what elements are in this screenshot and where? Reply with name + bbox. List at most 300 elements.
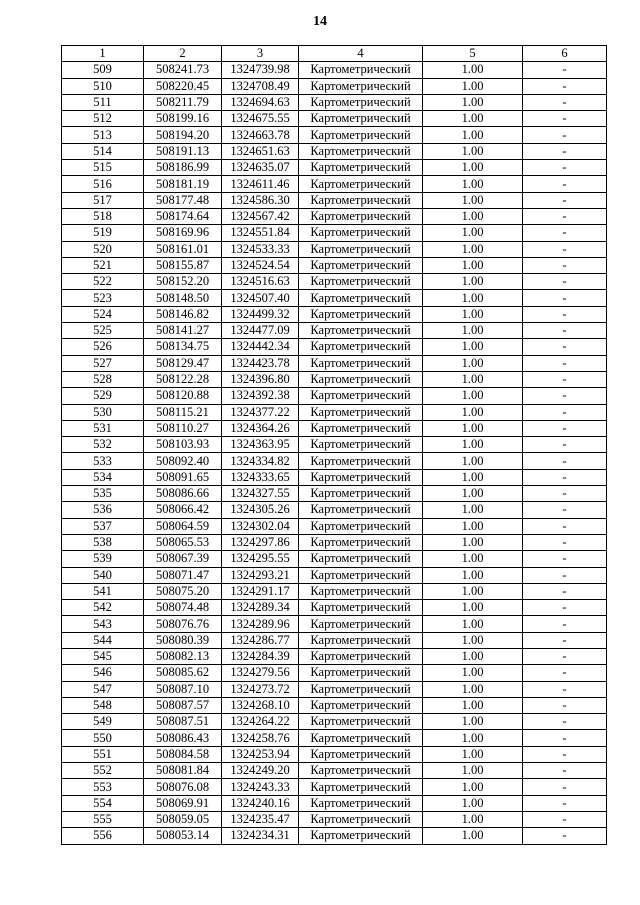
x-coordinate-cell: 508129.47	[144, 355, 222, 371]
x-coordinate-cell: 508134.75	[144, 339, 222, 355]
table-row	[62, 176, 607, 192]
accuracy-cell: 1.00	[423, 714, 523, 730]
coordinates-table	[61, 45, 607, 845]
y-coordinate-cell: 1324635.07	[222, 160, 299, 176]
y-coordinate-cell: 1324334.82	[222, 453, 299, 469]
x-coordinate-cell: 508152.20	[144, 274, 222, 290]
y-coordinate-cell: 1324694.63	[222, 94, 299, 110]
point-number-cell: 554	[62, 795, 144, 811]
y-coordinate-cell: 1324264.22	[222, 714, 299, 730]
method-cell: Картометрический	[299, 388, 423, 404]
y-coordinate-cell: 1324533.33	[222, 241, 299, 257]
x-coordinate-cell: 508076.08	[144, 779, 222, 795]
y-coordinate-cell: 1324293.21	[222, 567, 299, 583]
x-coordinate-cell: 508110.27	[144, 420, 222, 436]
table-row	[62, 306, 607, 322]
method-cell: Картометрический	[299, 583, 423, 599]
point-number-cell: 535	[62, 486, 144, 502]
y-coordinate-cell: 1324567.42	[222, 208, 299, 224]
accuracy-cell: 1.00	[423, 274, 523, 290]
table-row	[62, 404, 607, 420]
note-cell: -	[523, 600, 607, 616]
y-coordinate-cell: 1324286.77	[222, 632, 299, 648]
point-number-cell: 545	[62, 648, 144, 664]
x-coordinate-cell: 508087.57	[144, 697, 222, 713]
x-coordinate-cell: 508103.93	[144, 437, 222, 453]
y-coordinate-cell: 1324507.40	[222, 290, 299, 306]
accuracy-cell: 1.00	[423, 94, 523, 110]
table-row	[62, 551, 607, 567]
method-cell: Картометрический	[299, 192, 423, 208]
accuracy-cell: 1.00	[423, 127, 523, 143]
table-row	[62, 795, 607, 811]
method-cell: Картометрический	[299, 681, 423, 697]
column-header: 1	[62, 46, 144, 62]
note-cell: -	[523, 632, 607, 648]
column-header: 3	[222, 46, 299, 62]
column-header: 5	[423, 46, 523, 62]
point-number-cell: 555	[62, 811, 144, 827]
note-cell: -	[523, 420, 607, 436]
table-row	[62, 616, 607, 632]
table-row	[62, 583, 607, 599]
method-cell: Картометрический	[299, 208, 423, 224]
method-cell: Картометрический	[299, 306, 423, 322]
point-number-cell: 553	[62, 779, 144, 795]
x-coordinate-cell: 508177.48	[144, 192, 222, 208]
accuracy-cell: 1.00	[423, 551, 523, 567]
y-coordinate-cell: 1324268.10	[222, 697, 299, 713]
point-number-cell: 522	[62, 274, 144, 290]
accuracy-cell: 1.00	[423, 176, 523, 192]
x-coordinate-cell: 508069.91	[144, 795, 222, 811]
note-cell: -	[523, 811, 607, 827]
table-row	[62, 225, 607, 241]
accuracy-cell: 1.00	[423, 779, 523, 795]
method-cell: Картометрический	[299, 355, 423, 371]
note-cell: -	[523, 306, 607, 322]
table-row	[62, 371, 607, 387]
y-coordinate-cell: 1324240.16	[222, 795, 299, 811]
accuracy-cell: 1.00	[423, 143, 523, 159]
table-row	[62, 437, 607, 453]
x-coordinate-cell: 508082.13	[144, 648, 222, 664]
accuracy-cell: 1.00	[423, 355, 523, 371]
point-number-cell: 543	[62, 616, 144, 632]
x-coordinate-cell: 508186.99	[144, 160, 222, 176]
point-number-cell: 523	[62, 290, 144, 306]
method-cell: Картометрический	[299, 811, 423, 827]
note-cell: -	[523, 323, 607, 339]
accuracy-cell: 1.00	[423, 257, 523, 273]
accuracy-cell: 1.00	[423, 616, 523, 632]
note-cell: -	[523, 714, 607, 730]
point-number-cell: 541	[62, 583, 144, 599]
accuracy-cell: 1.00	[423, 111, 523, 127]
y-coordinate-cell: 1324477.09	[222, 323, 299, 339]
y-coordinate-cell: 1324291.17	[222, 583, 299, 599]
note-cell: -	[523, 518, 607, 534]
method-cell: Картометрический	[299, 78, 423, 94]
method-cell: Картометрический	[299, 62, 423, 78]
x-coordinate-cell: 508074.48	[144, 600, 222, 616]
method-cell: Картометрический	[299, 616, 423, 632]
table-row	[62, 681, 607, 697]
y-coordinate-cell: 1324253.94	[222, 746, 299, 762]
y-coordinate-cell: 1324611.46	[222, 176, 299, 192]
note-cell: -	[523, 355, 607, 371]
method-cell: Картометрический	[299, 143, 423, 159]
accuracy-cell: 1.00	[423, 763, 523, 779]
accuracy-cell: 1.00	[423, 746, 523, 762]
note-cell: -	[523, 274, 607, 290]
x-coordinate-cell: 508161.01	[144, 241, 222, 257]
method-cell: Картометрический	[299, 339, 423, 355]
note-cell: -	[523, 453, 607, 469]
method-cell: Картометрический	[299, 795, 423, 811]
x-coordinate-cell: 508081.84	[144, 763, 222, 779]
table-header-row	[62, 46, 607, 62]
method-cell: Картометрический	[299, 453, 423, 469]
method-cell: Картометрический	[299, 469, 423, 485]
table-row	[62, 714, 607, 730]
x-coordinate-cell: 508181.19	[144, 176, 222, 192]
note-cell: -	[523, 225, 607, 241]
accuracy-cell: 1.00	[423, 453, 523, 469]
accuracy-cell: 1.00	[423, 306, 523, 322]
point-number-cell: 542	[62, 600, 144, 616]
note-cell: -	[523, 779, 607, 795]
accuracy-cell: 1.00	[423, 600, 523, 616]
y-coordinate-cell: 1324651.63	[222, 143, 299, 159]
point-number-cell: 512	[62, 111, 144, 127]
method-cell: Картометрический	[299, 437, 423, 453]
note-cell: -	[523, 176, 607, 192]
x-coordinate-cell: 508092.40	[144, 453, 222, 469]
accuracy-cell: 1.00	[423, 486, 523, 502]
x-coordinate-cell: 508087.51	[144, 714, 222, 730]
note-cell: -	[523, 795, 607, 811]
table-row	[62, 486, 607, 502]
method-cell: Картометрический	[299, 730, 423, 746]
y-coordinate-cell: 1324499.32	[222, 306, 299, 322]
table-row	[62, 355, 607, 371]
method-cell: Картометрический	[299, 551, 423, 567]
point-number-cell: 549	[62, 714, 144, 730]
x-coordinate-cell: 508067.39	[144, 551, 222, 567]
x-coordinate-cell: 508194.20	[144, 127, 222, 143]
x-coordinate-cell: 508148.50	[144, 290, 222, 306]
accuracy-cell: 1.00	[423, 160, 523, 176]
y-coordinate-cell: 1324297.86	[222, 534, 299, 550]
x-coordinate-cell: 508059.05	[144, 811, 222, 827]
x-coordinate-cell: 508065.53	[144, 534, 222, 550]
point-number-cell: 516	[62, 176, 144, 192]
note-cell: -	[523, 241, 607, 257]
accuracy-cell: 1.00	[423, 469, 523, 485]
note-cell: -	[523, 78, 607, 94]
x-coordinate-cell: 508066.42	[144, 502, 222, 518]
x-coordinate-cell: 508091.65	[144, 469, 222, 485]
point-number-cell: 552	[62, 763, 144, 779]
table-row	[62, 665, 607, 681]
x-coordinate-cell: 508075.20	[144, 583, 222, 599]
note-cell: -	[523, 665, 607, 681]
point-number-cell: 511	[62, 94, 144, 110]
table-row	[62, 534, 607, 550]
method-cell: Картометрический	[299, 371, 423, 387]
y-coordinate-cell: 1324516.63	[222, 274, 299, 290]
x-coordinate-cell: 508141.27	[144, 323, 222, 339]
table-row	[62, 192, 607, 208]
y-coordinate-cell: 1324442.34	[222, 339, 299, 355]
note-cell: -	[523, 486, 607, 502]
method-cell: Картометрический	[299, 290, 423, 306]
point-number-cell: 546	[62, 665, 144, 681]
point-number-cell: 551	[62, 746, 144, 762]
method-cell: Картометрический	[299, 111, 423, 127]
x-coordinate-cell: 508087.10	[144, 681, 222, 697]
method-cell: Картометрический	[299, 779, 423, 795]
y-coordinate-cell: 1324423.78	[222, 355, 299, 371]
accuracy-cell: 1.00	[423, 371, 523, 387]
method-cell: Картометрический	[299, 632, 423, 648]
table-row	[62, 763, 607, 779]
table-row	[62, 208, 607, 224]
x-coordinate-cell: 508064.59	[144, 518, 222, 534]
accuracy-cell: 1.00	[423, 339, 523, 355]
note-cell: -	[523, 208, 607, 224]
point-number-cell: 548	[62, 697, 144, 713]
point-number-cell: 527	[62, 355, 144, 371]
point-number-cell: 520	[62, 241, 144, 257]
method-cell: Картометрический	[299, 176, 423, 192]
accuracy-cell: 1.00	[423, 681, 523, 697]
y-coordinate-cell: 1324739.98	[222, 62, 299, 78]
note-cell: -	[523, 746, 607, 762]
table-row	[62, 290, 607, 306]
accuracy-cell: 1.00	[423, 583, 523, 599]
point-number-cell: 528	[62, 371, 144, 387]
table-row	[62, 730, 607, 746]
note-cell: -	[523, 730, 607, 746]
accuracy-cell: 1.00	[423, 290, 523, 306]
table-row	[62, 811, 607, 827]
y-coordinate-cell: 1324396.80	[222, 371, 299, 387]
note-cell: -	[523, 290, 607, 306]
note-cell: -	[523, 648, 607, 664]
y-coordinate-cell: 1324289.96	[222, 616, 299, 632]
point-number-cell: 510	[62, 78, 144, 94]
x-coordinate-cell: 508241.73	[144, 62, 222, 78]
x-coordinate-cell: 508155.87	[144, 257, 222, 273]
page-number: 14	[313, 14, 327, 29]
y-coordinate-cell: 1324279.56	[222, 665, 299, 681]
y-coordinate-cell: 1324586.30	[222, 192, 299, 208]
table-row	[62, 127, 607, 143]
note-cell: -	[523, 583, 607, 599]
accuracy-cell: 1.00	[423, 697, 523, 713]
table-row	[62, 648, 607, 664]
y-coordinate-cell: 1324392.38	[222, 388, 299, 404]
accuracy-cell: 1.00	[423, 78, 523, 94]
table-row	[62, 469, 607, 485]
note-cell: -	[523, 551, 607, 567]
method-cell: Картометрический	[299, 746, 423, 762]
y-coordinate-cell: 1324305.26	[222, 502, 299, 518]
point-number-cell: 531	[62, 420, 144, 436]
method-cell: Картометрический	[299, 534, 423, 550]
table-row	[62, 323, 607, 339]
method-cell: Картометрический	[299, 225, 423, 241]
note-cell: -	[523, 257, 607, 273]
point-number-cell: 524	[62, 306, 144, 322]
y-coordinate-cell: 1324295.55	[222, 551, 299, 567]
point-number-cell: 537	[62, 518, 144, 534]
table-row	[62, 632, 607, 648]
method-cell: Картометрический	[299, 241, 423, 257]
table-row	[62, 274, 607, 290]
note-cell: -	[523, 111, 607, 127]
method-cell: Картометрический	[299, 648, 423, 664]
note-cell: -	[523, 502, 607, 518]
y-coordinate-cell: 1324333.65	[222, 469, 299, 485]
point-number-cell: 540	[62, 567, 144, 583]
method-cell: Картометрический	[299, 404, 423, 420]
y-coordinate-cell: 1324273.72	[222, 681, 299, 697]
point-number-cell: 529	[62, 388, 144, 404]
point-number-cell: 509	[62, 62, 144, 78]
method-cell: Картометрический	[299, 714, 423, 730]
y-coordinate-cell: 1324327.55	[222, 486, 299, 502]
x-coordinate-cell: 508076.76	[144, 616, 222, 632]
method-cell: Картометрический	[299, 127, 423, 143]
x-coordinate-cell: 508211.79	[144, 94, 222, 110]
y-coordinate-cell: 1324284.39	[222, 648, 299, 664]
point-number-cell: 513	[62, 127, 144, 143]
accuracy-cell: 1.00	[423, 502, 523, 518]
method-cell: Картометрический	[299, 763, 423, 779]
point-number-cell: 530	[62, 404, 144, 420]
accuracy-cell: 1.00	[423, 388, 523, 404]
point-number-cell: 525	[62, 323, 144, 339]
x-coordinate-cell: 508053.14	[144, 828, 222, 844]
y-coordinate-cell: 1324377.22	[222, 404, 299, 420]
table-row	[62, 241, 607, 257]
point-number-cell: 536	[62, 502, 144, 518]
accuracy-cell: 1.00	[423, 420, 523, 436]
y-coordinate-cell: 1324249.20	[222, 763, 299, 779]
table-row	[62, 388, 607, 404]
note-cell: -	[523, 371, 607, 387]
y-coordinate-cell: 1324708.49	[222, 78, 299, 94]
table-row	[62, 78, 607, 94]
point-number-cell: 534	[62, 469, 144, 485]
accuracy-cell: 1.00	[423, 241, 523, 257]
y-coordinate-cell: 1324234.31	[222, 828, 299, 844]
note-cell: -	[523, 62, 607, 78]
point-number-cell: 539	[62, 551, 144, 567]
note-cell: -	[523, 697, 607, 713]
y-coordinate-cell: 1324302.04	[222, 518, 299, 534]
point-number-cell: 518	[62, 208, 144, 224]
x-coordinate-cell: 508120.88	[144, 388, 222, 404]
method-cell: Картометрический	[299, 828, 423, 844]
accuracy-cell: 1.00	[423, 192, 523, 208]
y-coordinate-cell: 1324364.26	[222, 420, 299, 436]
note-cell: -	[523, 143, 607, 159]
accuracy-cell: 1.00	[423, 632, 523, 648]
x-coordinate-cell: 508220.45	[144, 78, 222, 94]
note-cell: -	[523, 437, 607, 453]
y-coordinate-cell: 1324524.54	[222, 257, 299, 273]
y-coordinate-cell: 1324235.47	[222, 811, 299, 827]
x-coordinate-cell: 508199.16	[144, 111, 222, 127]
y-coordinate-cell: 1324258.76	[222, 730, 299, 746]
x-coordinate-cell: 508084.58	[144, 746, 222, 762]
y-coordinate-cell: 1324675.55	[222, 111, 299, 127]
x-coordinate-cell: 508191.13	[144, 143, 222, 159]
point-number-cell: 526	[62, 339, 144, 355]
point-number-cell: 547	[62, 681, 144, 697]
point-number-cell: 517	[62, 192, 144, 208]
x-coordinate-cell: 508080.39	[144, 632, 222, 648]
accuracy-cell: 1.00	[423, 795, 523, 811]
accuracy-cell: 1.00	[423, 225, 523, 241]
point-number-cell: 533	[62, 453, 144, 469]
table-row	[62, 779, 607, 795]
accuracy-cell: 1.00	[423, 665, 523, 681]
method-cell: Картометрический	[299, 665, 423, 681]
table-row	[62, 94, 607, 110]
x-coordinate-cell: 508115.21	[144, 404, 222, 420]
y-coordinate-cell: 1324363.95	[222, 437, 299, 453]
accuracy-cell: 1.00	[423, 534, 523, 550]
table-row	[62, 257, 607, 273]
x-coordinate-cell: 508071.47	[144, 567, 222, 583]
x-coordinate-cell: 508169.96	[144, 225, 222, 241]
method-cell: Картометрический	[299, 160, 423, 176]
accuracy-cell: 1.00	[423, 730, 523, 746]
y-coordinate-cell: 1324663.78	[222, 127, 299, 143]
method-cell: Картометрический	[299, 567, 423, 583]
method-cell: Картометрический	[299, 257, 423, 273]
method-cell: Картометрический	[299, 486, 423, 502]
accuracy-cell: 1.00	[423, 828, 523, 844]
table-row	[62, 518, 607, 534]
x-coordinate-cell: 508146.82	[144, 306, 222, 322]
point-number-cell: 544	[62, 632, 144, 648]
note-cell: -	[523, 828, 607, 844]
point-number-cell: 521	[62, 257, 144, 273]
point-number-cell: 515	[62, 160, 144, 176]
table-row	[62, 143, 607, 159]
note-cell: -	[523, 160, 607, 176]
table-body	[62, 62, 607, 844]
table-row	[62, 160, 607, 176]
note-cell: -	[523, 567, 607, 583]
accuracy-cell: 1.00	[423, 518, 523, 534]
point-number-cell: 514	[62, 143, 144, 159]
note-cell: -	[523, 404, 607, 420]
point-number-cell: 556	[62, 828, 144, 844]
accuracy-cell: 1.00	[423, 323, 523, 339]
method-cell: Картометрический	[299, 274, 423, 290]
y-coordinate-cell: 1324551.84	[222, 225, 299, 241]
column-header: 6	[523, 46, 607, 62]
accuracy-cell: 1.00	[423, 208, 523, 224]
point-number-cell: 538	[62, 534, 144, 550]
